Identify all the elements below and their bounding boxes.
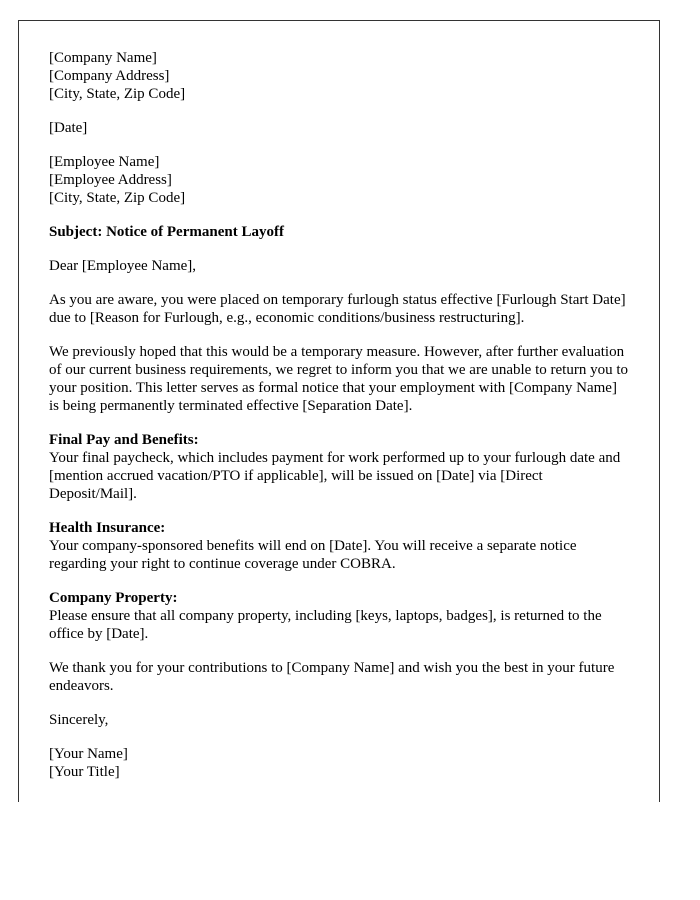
sender-company-name: [Company Name] [49, 50, 157, 66]
closing: Sincerely, [49, 712, 109, 728]
recipient-city-state-zip: [City, State, Zip Code] [49, 190, 186, 206]
section-heading: Health Insurance: [49, 520, 166, 536]
section-company-property [49, 589, 629, 643]
letter-page [18, 20, 660, 802]
subject-line: Subject: Notice of Permanent Layoff [49, 224, 284, 240]
section-body: Your final paycheck, which includes payment for work performed up to your furlough date and [mention accrued vacation/PTO if applicable], will be issued on [Date] via [Direct Deposit/Mail]. [49, 450, 621, 502]
recipient-address: [Employee Address] [49, 172, 172, 188]
section-heading: Final Pay and Benefits: [49, 432, 199, 448]
signature-title: [Your Title] [49, 764, 120, 780]
salutation: Dear [Employee Name], [49, 258, 197, 274]
recipient-name: [Employee Name] [49, 154, 160, 170]
sender-company-address: [Company Address] [49, 68, 170, 84]
recipient-address-block [49, 153, 629, 207]
section-body: Your company-sponsored benefits will end on [Date]. You will receive a separate notice regarding your right to continue coverage under COBRA. [49, 538, 577, 572]
letter-date: [Date] [49, 120, 88, 136]
thanks-paragraph: We thank you for your contributions to [Company Name] and wish you the best in your future endeavors. [49, 660, 615, 694]
signature-block [49, 745, 629, 781]
section-heading: Company Property: [49, 590, 178, 606]
section-final-pay [49, 431, 629, 503]
sender-city-state-zip: [City, State, Zip Code] [49, 86, 186, 102]
intro-paragraph: As you are aware, you were placed on temporary furlough status effective [Furlough Start Date] due to [Reason for Furlough, e.g., economic conditions/business restructuring]. [49, 292, 626, 326]
notice-paragraph: We previously hoped that this would be a temporary measure. However, after further evaluation of our current business requirements, we regret to inform you that we are unable to return you to your position. This letter serves as formal notice that your employment with [Company Name] is being permanently terminated effective [Separation Date]. [49, 344, 628, 414]
sender-address-block [49, 49, 629, 103]
signature-name: [Your Name] [49, 746, 128, 762]
section-body: Please ensure that all company property, including [keys, laptops, badges], is returned to the office by [Date]. [49, 608, 602, 642]
section-health-insurance [49, 519, 629, 573]
